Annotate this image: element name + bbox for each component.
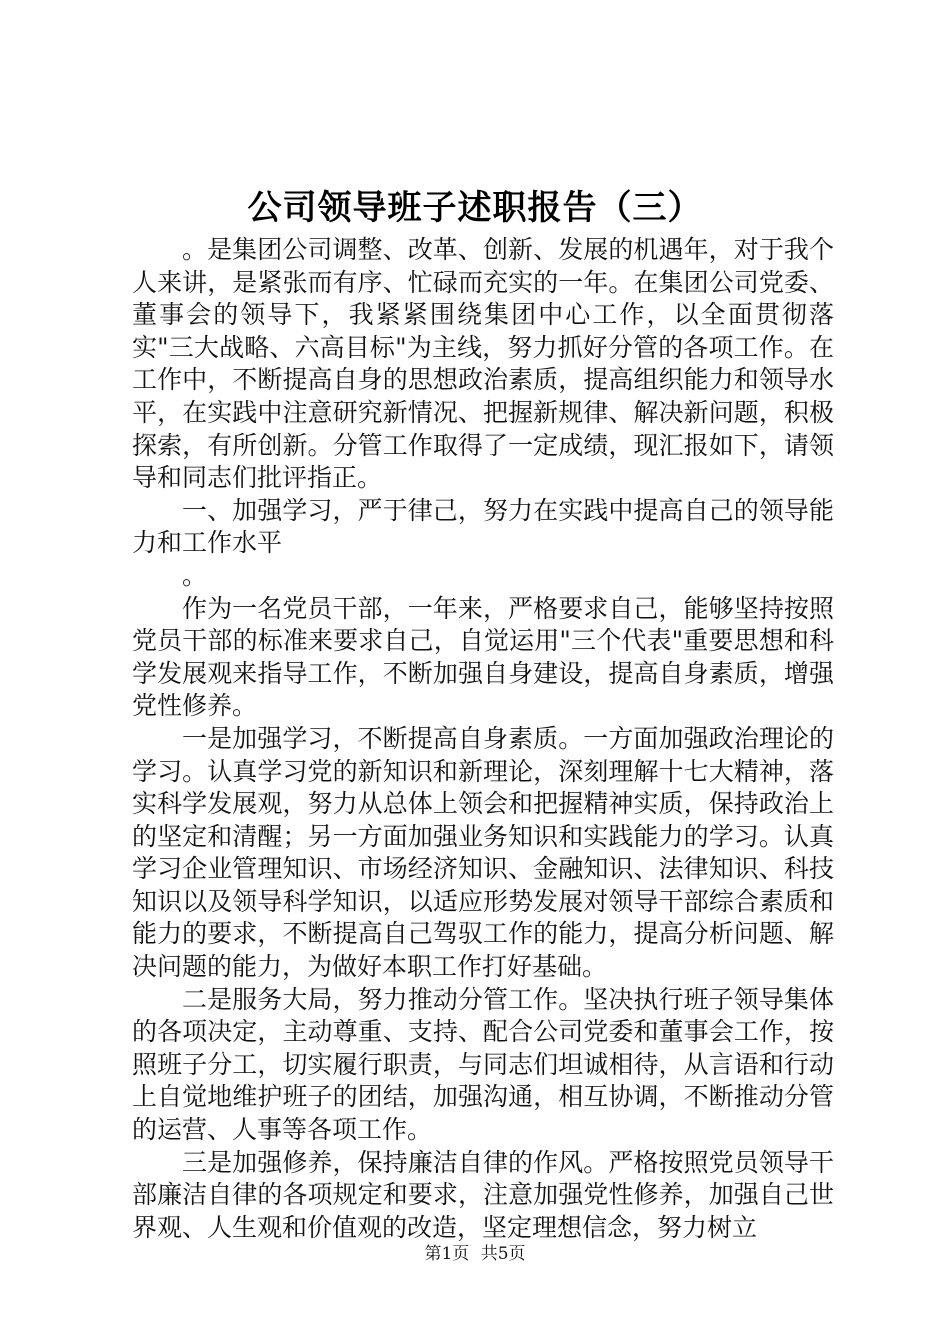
document-body bbox=[132, 234, 834, 1244]
paragraph-party-member: 作为一名党员干部，一年来，严格要求自己，能够坚持按照党员干部的标准来要求自己，自觉运用"三个代表"重要思想和科学发展观来指导工作，不断加强自身建设，提高自身素质，增强党性修养。 bbox=[132, 593, 834, 721]
page-footer: 第1页 共5页 bbox=[424, 1244, 526, 1264]
section-heading-1: 一、加强学习，严于律己，努力在实践中提高自己的领导能力和工作水平 bbox=[132, 495, 834, 558]
paragraph-point-two: 二是服务大局，努力推动分管工作。坚决执行班子领导集体的各项决定，主动尊重、支持、配合公司党委和董事会工作，按照班子分工，切实履行职责，与同志们坦诚相待，从言语和行动上自觉地维护班子的团结，加强沟通，相互协调，不断推动分管的运营、人事等各项工作。 bbox=[132, 984, 834, 1145]
paragraph-point-one: 一是加强学习，不断提高自身素质。一方面加强政治理论的学习。认真学习党的新知识和新理论，深刻理解十七大精神，落实科学发展观，努力从总体上领会和把握精神实质，保持政治上的坚定和清醒；另一方面加强业务知识和实践能力的学习。认真学习企业管理知识、市场经济知识、金融知识、法律知识、科技知识以及领导科学知识，以适应形势发展对领导干部综合素质和能力的要求，不断提高自己驾驭工作的能力，提高分析问题、解决问题的能力，为做好本职工作打好基础。 bbox=[132, 723, 834, 982]
document-title: 公司领导班子述职报告（三） bbox=[247, 188, 703, 228]
paragraph-intro: 。是集团公司调整、改革、创新、发展的机遇年，对于我个人来讲，是紧张而有序、忙碌而充实的一年。在集团公司党委、董事会的领导下，我紧紧围绕集团中心工作，以全面贯彻落实"三大战略、六高目标"为主线，努力抓好分管的各项工作。在工作中，不断提高自身的思想政治素质，提高组织能力和领导水平，在实践中注意研究新情况、把握新规律、解决新问题，积极探索，有所创新。分管工作取得了一定成绩，现汇报如下，请领导和同志们批评指正。 bbox=[132, 235, 834, 493]
paragraph-point-three: 三是加强修养，保持廉洁自律的作风。严格按照党员领导干部廉洁自律的各项规定和要求，注意加强党性修养，加强自己世界观、人生观和价值观的改造，坚定理想信念，努力树立 bbox=[132, 1147, 834, 1242]
section-heading-1-period: 。 bbox=[182, 560, 208, 590]
